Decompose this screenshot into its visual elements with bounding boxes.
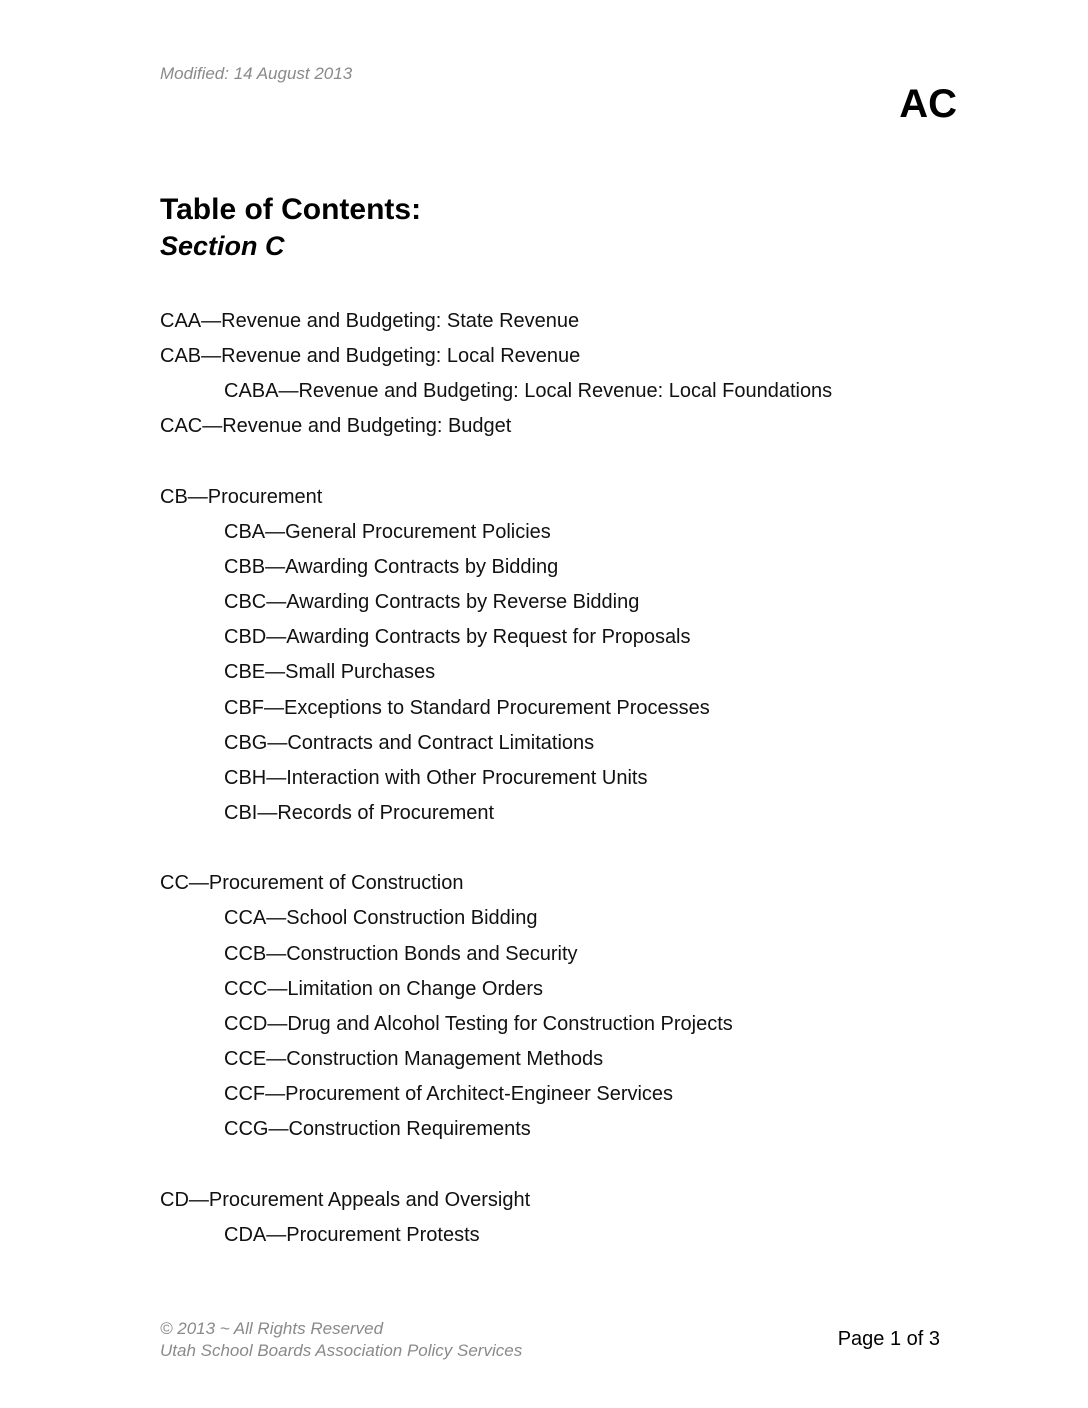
toc-subentry: CBA—General Procurement Policies <box>224 520 551 543</box>
toc-subentry: CCC—Limitation on Change Orders <box>224 977 544 1000</box>
toc-subentry: CCA—School Construction Bidding <box>224 907 538 930</box>
toc-spacer <box>160 1147 960 1182</box>
toc-subentry: CBF—Exceptions to Standard Procurement Processes <box>224 696 710 719</box>
copyright-notice: © 2013 ~ All Rights Reserved <box>160 1319 384 1338</box>
toc-subentry: CBB—Awarding Contracts by Bidding <box>224 555 559 578</box>
toc-subentry: CCE—Construction Management Methods <box>224 1047 604 1070</box>
toc-subentry: CCG—Construction Requirements <box>224 1118 531 1141</box>
toc-subentry: CBG—Contracts and Contract Limitations <box>224 731 595 754</box>
toc-subentry: CBC—Awarding Contracts by Reverse Bidding <box>224 591 640 614</box>
organization-name: Utah School Boards Association Policy Services <box>160 1341 523 1360</box>
toc-entry: CB—Procurement <box>160 485 323 508</box>
toc-entry: CAC—Revenue and Budgeting: Budget <box>160 415 512 438</box>
toc-subentry: CCB—Construction Bonds and Security <box>224 942 578 965</box>
policy-code: AC <box>899 82 957 126</box>
page-title: Table of Contents: <box>160 193 422 226</box>
toc-subentry: CBH—Interaction with Other Procurement Units <box>224 766 648 789</box>
toc-entry: CC—Procurement of Construction <box>160 872 464 895</box>
toc-subentry: CCD—Drug and Alcohol Testing for Construction Projects <box>224 1012 733 1035</box>
modified-date: Modified: 14 August 2013 <box>160 64 353 83</box>
toc-subentry: CABA—Revenue and Budgeting: Local Revenue: Local Foundations <box>224 380 833 403</box>
toc-entry: CAA—Revenue and Budgeting: State Revenue <box>160 310 580 332</box>
toc-entry: CD—Procurement Appeals and Oversight <box>160 1188 531 1211</box>
toc-subentry: CBE—Small Purchases <box>224 661 436 684</box>
toc-subentry: CDA—Procurement Protests <box>224 1223 480 1246</box>
toc-subentry: CBI—Records of Procurement <box>224 801 495 824</box>
footer-credits <box>160 1318 522 1362</box>
toc-subentry: CBD—Awarding Contracts by Request for Proposals <box>224 626 691 649</box>
table-of-contents <box>160 304 960 1253</box>
toc-subentry: CCF—Procurement of Architect-Engineer Services <box>224 1083 674 1106</box>
toc-spacer <box>160 445 960 480</box>
toc-spacer <box>160 831 960 866</box>
toc-entry: CAB—Revenue and Budgeting: Local Revenue <box>160 345 581 368</box>
page-number: Page 1 of 3 <box>837 1328 940 1350</box>
section-subtitle: Section C <box>160 231 285 261</box>
